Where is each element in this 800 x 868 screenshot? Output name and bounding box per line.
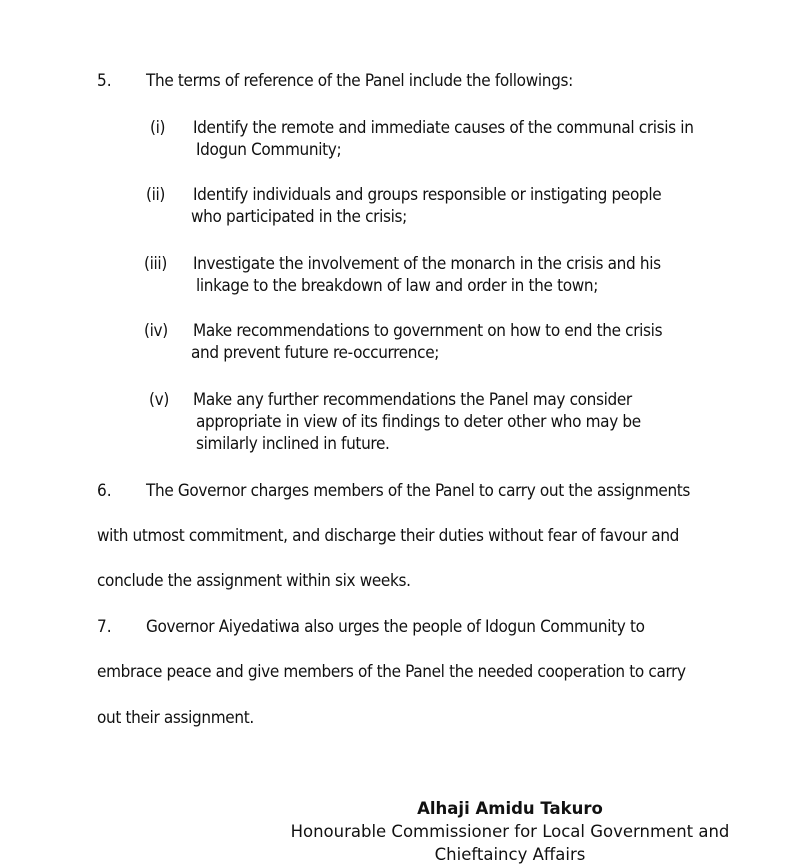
list-item-text: Investigate the involvement of the monarch in the crisis and his [193,254,661,274]
paragraph-text: out their assignment. [97,708,254,728]
list-item-text: linkage to the breakdown of law and order in the town; [196,276,599,296]
signatory-title: Chieftaincy Affairs [434,845,586,864]
paragraph-number: 7. [97,617,112,637]
list-item-text: Identify individuals and groups responsible or instigating people [193,185,662,205]
paragraph-text: with utmost commitment, and discharge their duties without fear of favour and [97,526,680,546]
list-item-text: appropriate in view of its findings to deter other who may be [196,412,641,432]
list-item-text: similarly inclined in future. [196,434,390,454]
paragraph-text: embrace peace and give members of the Panel the needed cooperation to carry [97,662,686,682]
signatory-name: Alhaji Amidu Takuro [417,799,603,818]
paragraph-text: Governor Aiyedatiwa also urges the people of Idogun Community to [146,617,645,637]
list-item-text: Identify the remote and immediate causes of the communal crisis in [193,118,694,138]
list-item-label: (i) [150,118,166,138]
list-item-text: Make recommendations to government on how to end the crisis [193,321,663,341]
list-item-text: Make any further recommendations the Panel may consider [193,390,632,410]
list-item-text: who participated in the crisis; [191,207,407,227]
list-item-label: (iv) [144,321,168,341]
paragraph-text: conclude the assignment within six weeks. [97,571,411,591]
paragraph-number: 6. [97,481,112,501]
signatory-title: Honourable Commissioner for Local Government and [290,822,730,841]
list-item-text: and prevent future re-occurrence; [191,343,440,363]
paragraph-text: The terms of reference of the Panel include the followings: [146,71,573,91]
list-item-label: (v) [149,390,169,410]
list-item-text: Idogun Community; [196,140,342,160]
list-item-label: (iii) [144,254,167,274]
list-item-label: (ii) [146,185,166,205]
paragraph-number: 5. [97,71,112,91]
paragraph-text: The Governor charges members of the Panel to carry out the assignments [146,481,691,501]
